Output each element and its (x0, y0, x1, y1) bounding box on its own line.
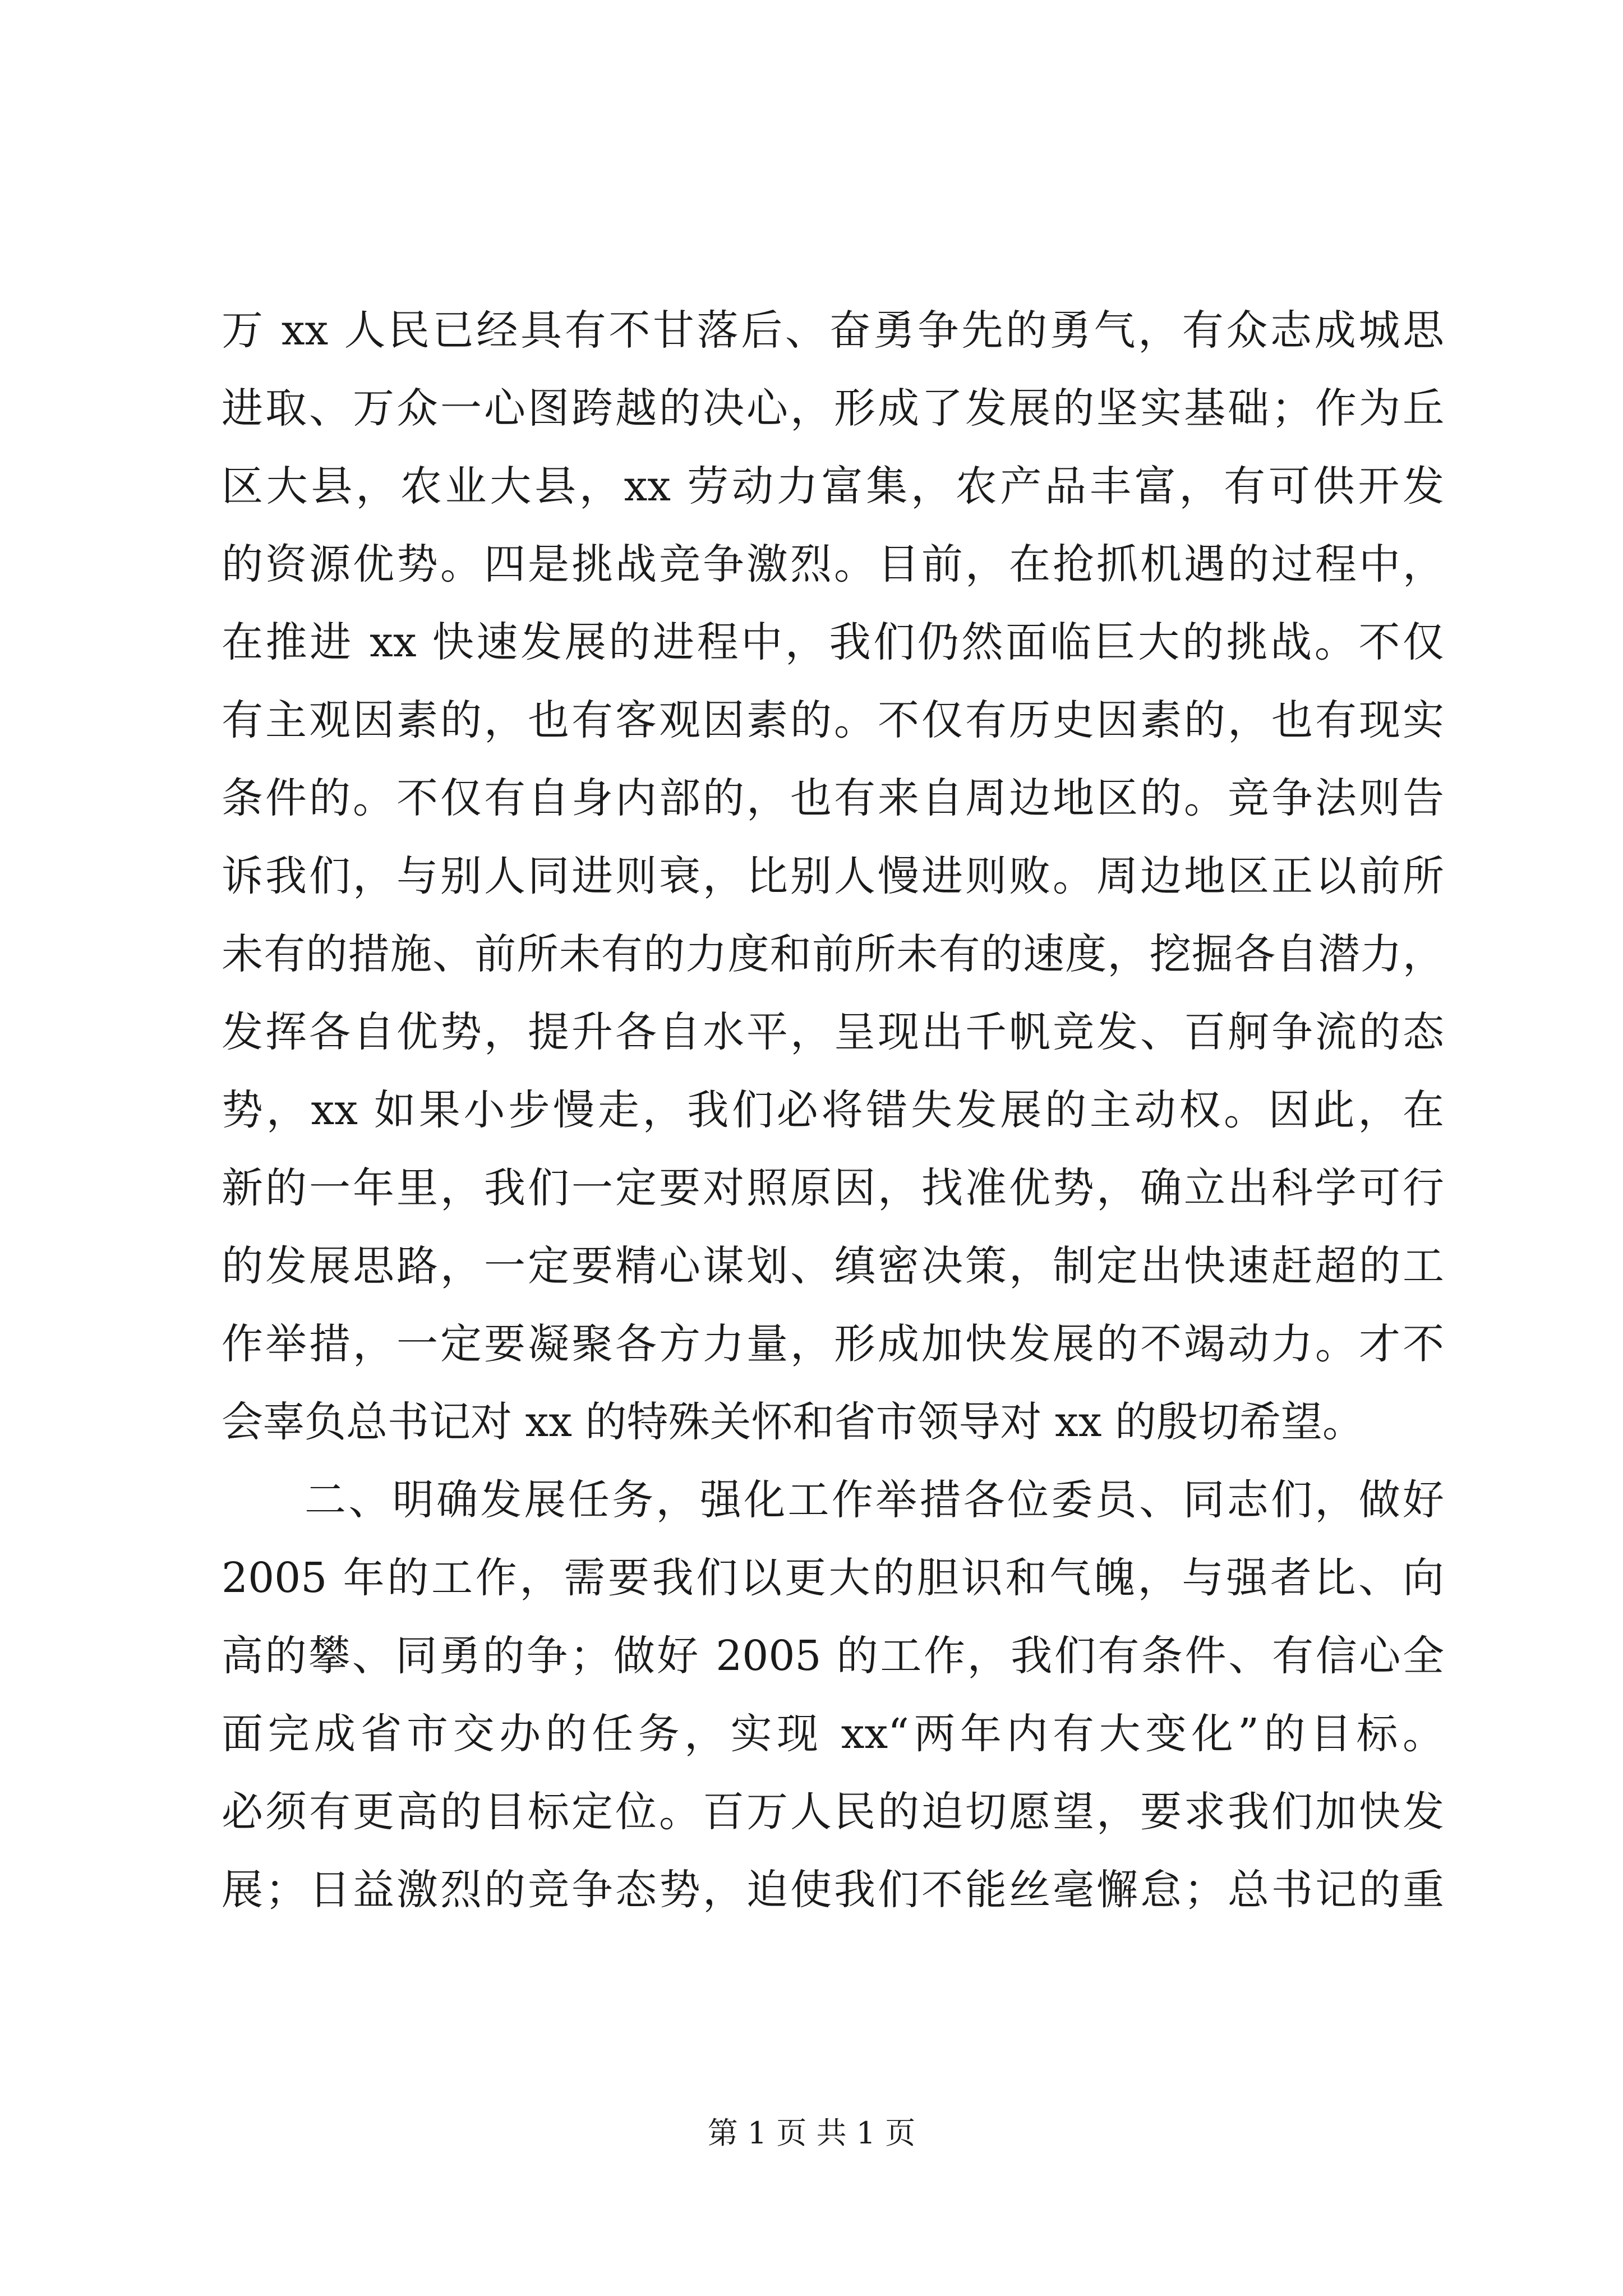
text-line: 势，xx 如果小步慢走，我们必将错失发展的主动权。因此，在 (222, 1086, 1444, 1134)
page-number-label: 第 1 页 共 1 页 (707, 2115, 916, 2151)
text-line: 作举措，一定要凝聚各方力量，形成加快发展的不竭动力。才不 (222, 1320, 1444, 1368)
text-line: 发挥各自优势，提升各自水平，呈现出千帆竞发、百舸争流的态 (222, 1008, 1444, 1056)
text-line: 条件的。不仅有自身内部的，也有来自周边地区的。竞争法则告 (222, 774, 1444, 822)
text-line: 进取、万众一心图跨越的决心，形成了发展的坚实基础；作为丘 (222, 384, 1444, 432)
text-line: 的发展思路，一定要精心谋划、缜密决策，制定出快速赶超的工 (222, 1242, 1444, 1290)
text-line: 有主观因素的，也有客观因素的。不仅有历史因素的，也有现实 (222, 696, 1444, 744)
text-line: 诉我们，与别人同进则衰，比别人慢进则败。周边地区正以前所 (222, 852, 1444, 900)
text-line: 二、明确发展任务，强化工作举措各位委员、同志们，做好 (305, 1476, 1444, 1524)
text-line: 必须有更高的目标定位。百万人民的迫切愿望，要求我们加快发 (222, 1788, 1444, 1836)
text-line: 2005 年的工作，需要我们以更大的胆识和气魄，与强者比、向 (222, 1554, 1444, 1602)
text-line: 在推进 xx 快速发展的进程中，我们仍然面临巨大的挑战。不仅 (222, 618, 1444, 666)
body-text (222, 292, 1444, 1929)
text-line: 万 xx 人民已经具有不甘落后、奋勇争先的勇气，有众志成城思 (222, 306, 1444, 355)
text-line: 面完成省市交办的任务，实现 xx“两年内有大变化”的目标。 (222, 1710, 1444, 1758)
text-line: 高的攀、同勇的争；做好 2005 的工作，我们有条件、有信心全 (222, 1632, 1444, 1680)
page-footer (0, 2109, 1623, 2152)
text-line: 新的一年里，我们一定要对照原因，找准优势，确立出科学可行 (222, 1164, 1444, 1212)
text-line: 展；日益激烈的竞争态势，迫使我们不能丝毫懈怠；总书记的重 (222, 1866, 1444, 1914)
text-line: 会辜负总书记对 xx 的特殊关怀和省市领导对 xx 的殷切希望。 (222, 1398, 1364, 1446)
text-line: 未有的措施、前所未有的力度和前所未有的速度，挖掘各自潜力， (222, 930, 1444, 978)
text-line: 的资源优势。四是挑战竞争激烈。目前，在抢抓机遇的过程中， (222, 540, 1444, 588)
text-line: 区大县，农业大县，xx 劳动力富集，农产品丰富，有可供开发 (222, 462, 1444, 510)
